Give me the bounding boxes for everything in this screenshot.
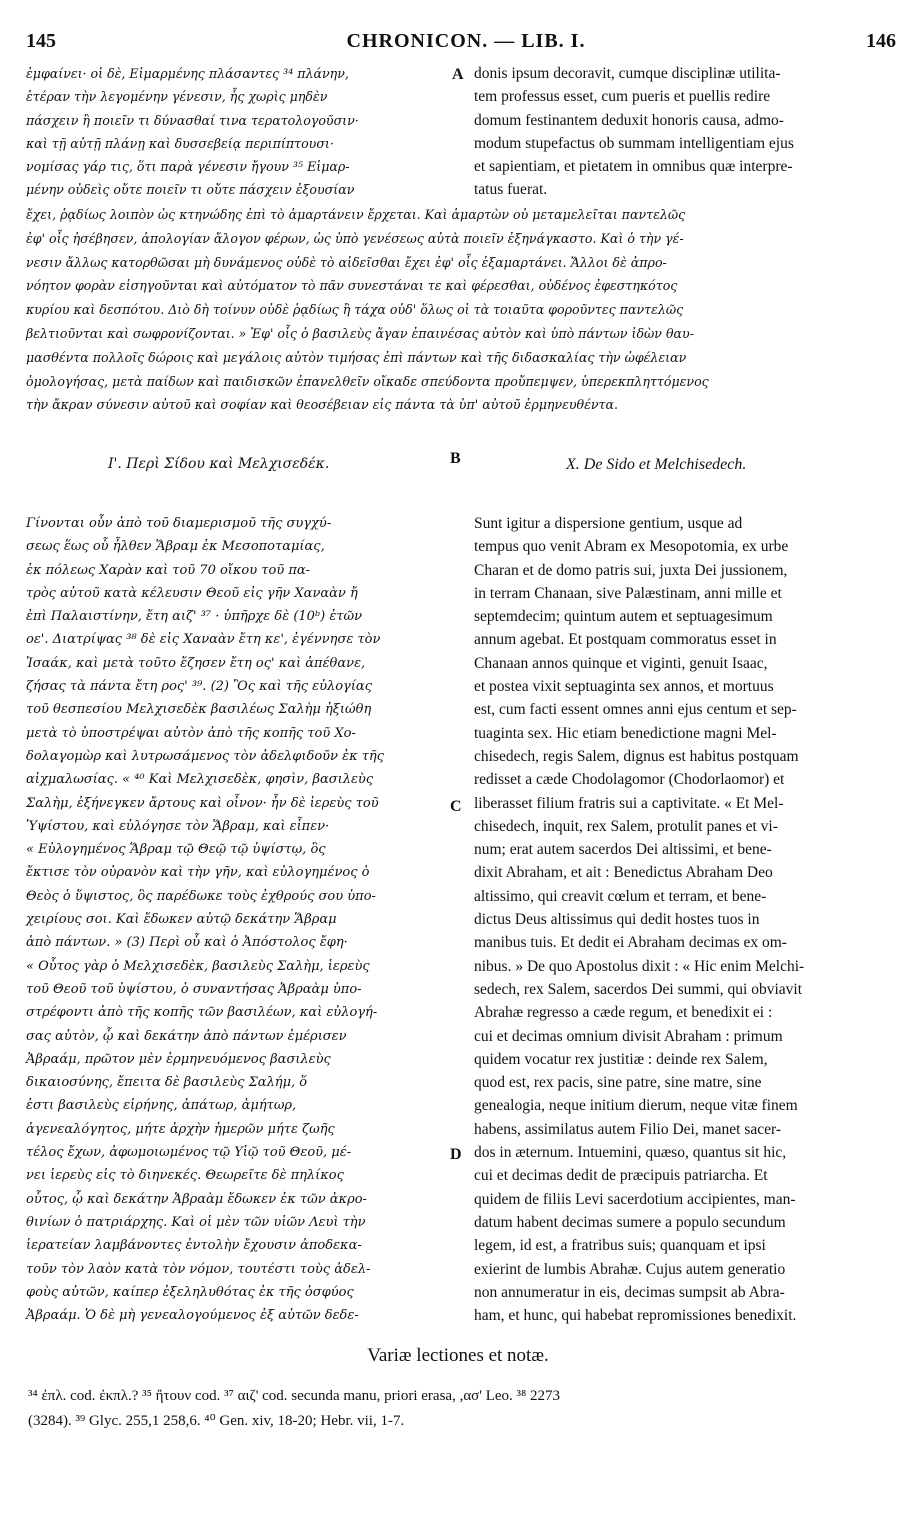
text-line: ζήσας τὰ πάντα ἔτη ρος' ³⁹. (2) Ὃς καὶ τῆς εὐλογίας: [26, 679, 372, 695]
text-line: « Εὐλογημένος Ἅβραμ τῷ Θεῷ τῷ ὑψίστῳ, ὃς: [26, 842, 326, 858]
text-line: τοῦν τὸν λαὸν κατὰ τὸν νόμον, τουτέστι τοὺς ἀδελ-: [26, 1261, 371, 1277]
text-line: ἀπὸ πάντων. » (3) Περὶ οὗ καὶ ὁ Ἀπόστολος ἔφη·: [26, 935, 348, 951]
text-line: Chanaan annos quinque et viginti, genuit Isaac,: [474, 654, 768, 672]
text-line: Θεὸς ὁ ὕψιστος, ὃς παρέδωκε τοὺς ἐχθρούς σου ὑπο-: [26, 888, 376, 904]
text-line: modum stupefactus ob summam intelligentiam ejus: [474, 134, 794, 152]
text-line: ὁμολογήσας, μετὰ παίδων καὶ παιδισκῶν ἐπανελθεῖν οἴκαδε σπεύδοντα προὔπεμψεν, ὑπερεκπληττόμενος: [26, 373, 709, 389]
text-line: domum festinantem deduxit honoris causa, admo-: [474, 111, 784, 129]
text-line: annum agebat. Et postquam commoratus esset in: [474, 631, 777, 649]
text-line: δολαγομὼρ καὶ λυτρωσάμενος τὸν ἀδελφιδοῦν ἐκ τῆς: [26, 748, 384, 764]
text-line: σεως ἕως οὗ ἦλθεν Ἅβραμ ἐκ Μεσοποταμίας,: [26, 539, 325, 555]
text-line: οε'. Διατρίψας ³⁸ δὲ εἰς Χαναὰν ἔτη κε', ἐγέννησε τὸν: [26, 632, 381, 648]
latin-body-column: [474, 512, 884, 1327]
text-line: μετὰ τὸ ὑποστρέψαι αὐτὸν ἀπὸ τῆς κοπῆς τοῦ Χο-: [26, 725, 356, 741]
text-line: Ὑψίστου, καὶ εὐλόγησε τὸν Ἅβραμ, καὶ εἶπεν·: [26, 818, 330, 834]
text-line: θινίων ὁ πατριάρχης. Καὶ οἱ μὲν τῶν υἱῶν Λευὶ τὴν: [26, 1214, 366, 1230]
latin-section-title: X. De Sido et Melchisedech.: [566, 456, 747, 473]
text-line: in terram Chanaan, sive Palæstinam, anni mille et: [474, 584, 782, 602]
text-line: Ἰσαάκ, καὶ μετὰ τοῦτο ἔζησεν ἔτη ος' καὶ ἀπέθανε,: [26, 655, 366, 671]
text-line: κυρίου καὶ δεσπότου. Διὸ δὴ τοίνυν οὐδὲ ῥᾳδίως ἢ τάχα οὐδ' ὅλως οἱ τὰ τοιαῦτα φοροῦντες παντελῶς: [26, 302, 684, 318]
text-line: σας αὐτὸν, ᾧ καὶ δεκάτην ἀπὸ πάντων ἐμέρισεν: [26, 1028, 347, 1044]
text-line: nibus. » De quo Apostolus dixit : « Hic enim Melchi-: [474, 957, 805, 975]
text-line: dictus Deus altissimus qui dedit hostes tuos in: [474, 911, 760, 929]
text-line: ἑτέραν τὴν λεγομένην γένεσιν, ἧς χωρὶς μηδὲν: [26, 89, 328, 105]
text-line: ἀγενεαλόγητος, μήτε ἀρχὴν ἡμερῶν μήτε ζωῆς: [26, 1121, 335, 1137]
text-line: cui et decimas dedit de præcipuis patriarcha. Et: [474, 1167, 768, 1185]
greek-section-title: Ι'. Περὶ Σίδου καὶ Μελχισεδέκ.: [108, 456, 330, 472]
text-line: chisedech, inquit, rex Salem, protulit panes et vi-: [474, 817, 778, 835]
text-line: exierint de lumbis Abrahæ. Cujus autem generatio: [474, 1260, 786, 1278]
text-line: quidem de filiis Levi sacerdotium accipientes, man-: [474, 1190, 796, 1208]
margin-letter-b: B: [450, 450, 461, 467]
footnote-line: ³⁴ ἐπλ. cod. ἐκπλ.? ³⁵ ἤτουν cod. ³⁷ αιζ' cod. secunda manu, priori erasa, ,ασ' Leo. ³⁸ 2273: [28, 1388, 561, 1404]
text-line: ἐφ' οἷς ἠσέβησεν, ἀπολογίαν ἄλογον φέρων, ὡς ὑπὸ γενέσεως αὐτὰ ποιεῖν ἐξηνάγκαστο. Καὶ ὁ τὴν γέ-: [26, 230, 684, 246]
footnote-line: (3284). ³⁹ Glyc. 255,1 258,6. ⁴⁰ Gen. xiv, 18-20; Hebr. vii, 1-7.: [28, 1413, 405, 1429]
margin-letter-c: C: [450, 798, 462, 815]
text-line: donis ipsum decoravit, cumque disciplinæ utilita-: [474, 65, 781, 82]
text-line: « Οὗτος γὰρ ὁ Μελχισεδὲκ, βασιλεὺς Σαλὴμ, ἱερεὺς: [26, 958, 370, 974]
text-line: Σαλὴμ, ἐξήνεγκεν ἄρτους καὶ οἶνον· ἦν δὲ ἱερεὺς τοῦ: [26, 795, 379, 811]
top-latin-column: [474, 62, 884, 202]
text-line: τρὸς αὐτοῦ κατὰ κέλευσιν Θεοῦ εἰς γῆν Χαναὰν ἤ: [26, 585, 358, 601]
text-line: chisedech, regis Salem, dignus est habitus postquam: [474, 747, 799, 765]
text-line: redisset a cæde Chodolagomor (Chodorlaomor) et: [474, 771, 785, 789]
text-line: est, cum facti essent omnes anni ejus centum et sep-: [474, 701, 797, 719]
text-line: ἐστι βασιλεὺς εἰρήνης, ἀπάτωρ, ἀμήτωρ,: [26, 1098, 297, 1114]
text-line: habens, assimilatus autem Filio Dei, manet sacer-: [474, 1120, 782, 1138]
text-line: ἔκτισε τὸν οὐρανὸν καὶ τὴν γῆν, καὶ εὐλογημένος ὁ: [26, 865, 370, 881]
text-line: Γίνονται οὖν ἀπὸ τοῦ διαμερισμοῦ τῆς συγχύ-: [26, 516, 332, 531]
top-greek-column: [26, 62, 446, 202]
text-line: datum habent decimas sumere a populo secundum: [474, 1213, 786, 1231]
text-line: manibus tuis. Et dedit ei Abraham decimas ex om-: [474, 934, 787, 952]
text-line: Ἀβραάμ, πρῶτον μὲν ἑρμηνευόμενος βασιλεὺς: [26, 1051, 331, 1067]
text-line: liberasset filium fratris sui a captivitate. « Et Mel-: [474, 794, 784, 812]
text-line: dos in æternum. Intuemini, quæso, quantus sit hic,: [474, 1144, 787, 1162]
text-line: τοῦ θεσπεσίου Μελχισεδὲκ βασιλέως Σαλὴμ ἠξιώθη: [26, 702, 372, 718]
text-line: ham, et hunc, qui habebat repromissiones benedixit.: [474, 1307, 797, 1325]
text-line: ἐμφαίνει· οἱ δὲ, Εἱμαρμένης πλάσαντες ³⁴ πλάνην,: [26, 66, 349, 81]
text-line: τὴν ἄκραν σύνεσιν αὐτοῦ καὶ σοφίαν καὶ θεοσέβειαν εἰς πάντα τὰ ὑπ' αὐτοῦ ἑρμηνευθέντα.: [26, 397, 618, 413]
text-line: καὶ τῇ αὐτῇ πλάνῃ καὶ δυσσεβείᾳ περιπίπτουσι·: [26, 135, 334, 151]
text-line: φοὺς αὐτῶν, καίπερ ἐξεληλυθότας ἐκ τῆς ὀσφύος: [26, 1284, 354, 1300]
text-line: non annumeratur in eis, decimas sumpsit ab Abra-: [474, 1283, 785, 1301]
full-width-greek-paragraph: [26, 203, 888, 417]
text-line: δικαιοσύνης, ἔπειτα δὲ βασιλεὺς Σαλήμ, ὅ: [26, 1075, 308, 1091]
text-line: Sunt igitur a dispersione gentium, usque ad: [474, 515, 743, 532]
text-line: νεσιν ἄλλως κατορθῶσαι μὴ δυνάμενος οὐδὲ τὸ αἰδεῖσθαι ἔχει ἐφ' οἷς ἐξαμαρτάνει. Ἄλλοι δὲ ἀπρο-: [26, 254, 667, 270]
right-page-number: 146: [866, 30, 896, 52]
text-line: cui et decimas omnium divisit Abraham : primum: [474, 1027, 783, 1045]
text-line: tatus fuerat.: [474, 181, 548, 199]
notes-title: Variæ lectiones et notæ.: [367, 1345, 549, 1366]
text-line: num; erat autem sacerdos Dei altissimi, et bene-: [474, 841, 772, 859]
text-line: quod est, rex pacis, sine patre, sine matre, sine: [474, 1074, 762, 1092]
text-line: tem professus esset, cum pueris et puellis redire: [474, 88, 771, 106]
running-title: CHRONICON. — LIB. I.: [346, 30, 586, 52]
left-page-number: 145: [26, 30, 56, 52]
text-line: sedech, rex Salem, sacerdos Dei summi, qui obviavit: [474, 980, 803, 998]
margin-letter-a: A: [452, 66, 464, 83]
running-header: [26, 30, 906, 56]
text-line: νόητον φορὰν εἰσηγοῦνται καὶ αὐτόματον τὸ πᾶν συνεστάναι τε καὶ φέρεσθαι, οὐδένος ἐφεστηκότος: [26, 278, 678, 294]
text-line: et postea vixit septuaginta sex annos, et mortuus: [474, 678, 774, 696]
text-line: tempus quo venit Abram ex Mesopotomia, ex urbe: [474, 538, 789, 556]
text-line: Ἀβραάμ. Ὁ δὲ μὴ γενεαλογούμενος ἐξ αὐτῶν δεδε-: [26, 1308, 359, 1324]
text-line: ἐπὶ Παλαιστίνην, ἔτη αιζ' ³⁷ · ὑπῆρχε δὲ (10ᵇ) ἐτῶν: [26, 609, 363, 625]
text-line: legem, id est, a fratribus suis; quanquam et ipsi: [474, 1237, 766, 1255]
text-line: genealogia, neque initium dierum, neque vitæ finem: [474, 1097, 798, 1115]
text-line: πάσχειν ἢ ποιεῖν τι δύνασθαί τινα τερατολογοῦσιν·: [26, 112, 359, 128]
text-line: septemdecim; quintum autem et septuagesimum: [474, 608, 773, 626]
text-line: dixit Abraham, et ait : Benedictus Abraham Deo: [474, 864, 773, 882]
text-line: Abrahæ regresso a cæde regum, et benedixit ei :: [474, 1004, 773, 1022]
text-line: quidem vocatur rex justitiæ : deinde rex Salem,: [474, 1050, 768, 1068]
text-line: χειρίους σοι. Καὶ ἔδωκεν αὐτῷ δεκάτην Ἅβραμ: [26, 912, 337, 928]
text-line: νει ἱερεὺς εἰς τὸ διηνεκές. Θεωρεῖτε δὲ πηλίκος: [26, 1168, 344, 1184]
text-line: νομίσας γάρ τις, ὅτι παρὰ γένεσιν ἤγουν ³⁵ Εἱμαρ-: [26, 159, 350, 175]
text-line: μένην οὐδεὶς οὔτε ποιεῖν τι οὔτε πάσχειν ἐξουσίαν: [26, 182, 355, 198]
text-line: τέλος ἔχων, ἀφωμοιωμένος τῷ Υἱῷ τοῦ Θεοῦ, μέ-: [26, 1145, 352, 1161]
text-line: tuaginta sex. Hic etiam benedictione magni Mel-: [474, 724, 777, 742]
text-line: altissimo, qui creavit cœlum et terram, et bene-: [474, 887, 767, 905]
text-line: et sapientiam, et pietatem in omnibus quæ interpre-: [474, 158, 793, 176]
text-line: οὗτος, ᾧ καὶ δεκάτην Ἀβραὰμ ἔδωκεν ἐκ τῶν ἀκρο-: [26, 1191, 367, 1207]
margin-letter-d: D: [450, 1146, 462, 1163]
text-line: ἔχει, ῥᾳδίως λοιπὸν ὡς κτηνώδης ἐπὶ τὸ ἁμαρτάνειν ἔρχεται. Καὶ ἁμαρτὼν οὐ μεταμελεῖται παντελῶς: [26, 207, 686, 222]
greek-body-column: [26, 512, 444, 1327]
text-line: στρέφοντι ἀπὸ τῆς κοπῆς τῶν βασιλέων, καὶ εὐλογή-: [26, 1005, 378, 1021]
text-line: αἰχμαλωσίας. « ⁴⁰ Καὶ Μελχισεδὲκ, φησὶν, βασιλεὺς: [26, 772, 374, 788]
text-line: τοῦ Θεοῦ τοῦ ὑψίστου, ὁ συναντήσας Ἀβραὰμ ὑπο-: [26, 981, 362, 997]
text-line: βελτιοῦνται καὶ σωφρονίζονται. » Ἐφ' οἷς ὁ βασιλεὺς ἄγαν ἐπαινέσας αὐτὸν καὶ ὑπὸ πάντων ἰδὼν θαυ-: [26, 325, 694, 341]
text-line: Charan et de domo patris sui, juxta Dei jussionem,: [474, 561, 788, 579]
text-line: μασθέντα πολλοῖς δώροις καὶ μεγάλοις αὐτὸν τιμήσας ἐπὶ πάντων καὶ τῆς διδασκαλίας τὴν ὠφέλειαν: [26, 349, 687, 365]
text-line: ἐκ πόλεως Χαρὰν καὶ τοῦ 70 οἴκου τοῦ πα-: [26, 562, 311, 578]
text-line: ἱερατείαν λαμβάνοντες ἐντολὴν ἔχουσιν ἀποδεκα-: [26, 1238, 362, 1254]
